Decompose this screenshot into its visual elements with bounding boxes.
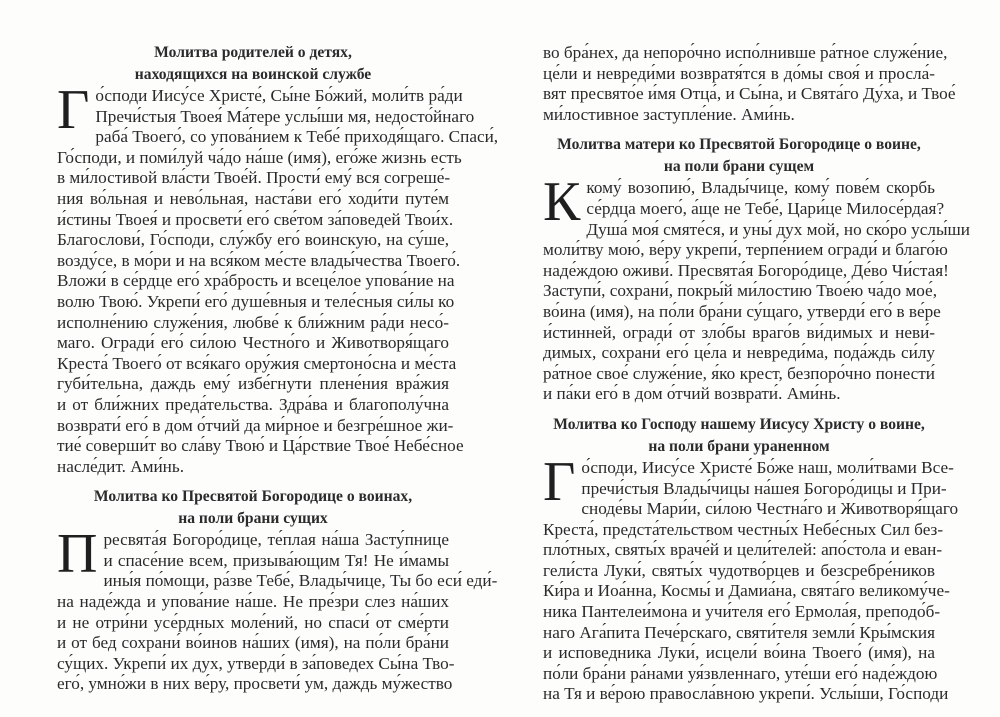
prayer-body-parents: Г о́споди Иису́се Христе́, Сы́не Бо́жий, моли́тв ра́ди Пречи́стыя Твоея́ Ма́тере услы́ши мя, недосто́йнаго раба́ Твоего́, со упова́нием к Тебе́ приходя́щаго. Спаси́, Го́споди, и поми́луй ча́до на́ше (имя), его́же жизнь есть в ми́лостивой вла́сти Твое́й. Прости́ ему́ вся согреше́- ния во́льная и нево́льная, наста́ви его́ ходи́ти путе́м и́стины Твоея́ и просвети́ его́ све́том за́поведей Твои́х. Благослови́, Го́споди, слу́жбу его́ воинскую, на су́ше, возду́се, в мо́ри и на вся́ком ме́сте влады́чества Твоего́. Вложи́ в се́рдце его́ хра́брость и всеце́лое упова́ние на волю Твою́. Укрепи́ его́ душе́вныя и теле́сныя си́лы ко исполне́нию служе́ния, любве́ к бли́жним ра́ди несо́- маго. Огради́ его́ си́лою Честно́го и Животворя́щаго Креста́ Твоего́ от вся́каго ору́жия смертоно́сна и ме́ста губи́тельна, даждь ему́ избе́гнути плене́ния вра́жия и от бли́жних преда́тельства. Здра́ва и благополу́чна возврати́ его́ в дом о́тчий да ми́рное и безгре́шное жи- тие́ соверши́т во сла́ву Твою́ и Ца́рствие Твое́ Небе́сное насле́дит. Ами́нь.: [57, 79, 499, 476]
prayer-body-wounded: Г о́споди, Иису́се Христе́ Бо́же наш, моли́твами Все- пречи́стыя Влады́чицы на́шея Богоро́дицы и При- сноде́вы Мари́и, си́лою Честна́го и Животворя́щаго Креста́, предста́тельством честны́х Небе́сных Сил без- пло́тных, святы́х враче́й и цели́телей: апо́стола и еван- гели́ста Луки́, святы́х чудотво́рцев и безсребре́ников Ки́ра и Иоа́нна, Космы́ и Дамиа́на, свята́го великому́че- ника Пантелеи́мона и учи́теля его́ Ермола́я, преподо́б- наго Ага́пита Пече́рскаго, святи́теля земли́ Кры́мския и исповедника Луки́, исцели́ во́ина Твоего́ (имя), на по́ли бра́ни ра́нами уя́звленнаго, уте́ши его́ наде́ждою на Тя и ве́рою правосла́вною укрепи́. Услы́ши, Го́споди: [543, 450, 959, 704]
prayer-title-mother: Молитва матери ко Пресвятой Богородице о воине, на поли брани сущем: [557, 136, 921, 176]
right-page: [500, 0, 1000, 717]
prayer-title-wounded: Молитва ко Господу нашему Иисусу Христу о воине, на поли брани ураненном: [553, 415, 925, 455]
drop-cap: К: [543, 171, 581, 234]
drop-cap: Г: [543, 450, 576, 513]
prayer-title-theotokos-warriors: Молитва ко Пресвятой Богородице о воинах, на поли брани сущих: [93, 488, 413, 528]
prayer-body-theotokos-warriors: П ресвята́я Богоро́дице, те́плая на́ша Засту́пнице и спасе́ние всем, призыва́ющим Тя! Не и́мамы ины́я по́мощи, ра́зве Тебе́, Влады́чице, Ты бо еси́ еди́- на наде́жда и упова́ние на́ше. Не пре́зри слез на́ших и не отри́ни усе́рдных моле́ний, но спаси́ от сме́рти и от бед сохрани́ во́инов на́ших (имя), на по́ли бра́ни су́щих. Укрепи́ их дух, утверди́ в за́поведех Сы́на Тво- его́, умно́жи в них ве́ру, просвети́ ум, даждь му́жество: [57, 523, 498, 694]
drop-cap: П: [57, 523, 98, 586]
prayer-continuation: во бра́нех, да непоро́чно испо́лнивше ра́тное служе́ние, це́ли и невреди́ми возвратя́тся в до́мы своя́ и просла́- вят пресвято́е и́мя Отца́, и Сы́на, и Свята́го Ду́ха, и Твое́ ми́лостивное заступле́ние. Ами́нь.: [543, 43, 956, 124]
prayer-body-mother: К кому́ возопию́, Влады́чице, кому́ пове́м скорбь се́рдца моего́, а́ще не Тебе́, Цари́це Милосе́рдая? Душа́ моя́ смяте́ся, и уны́ дух мой, но ско́ро услы́ши моли́тву мою́, ве́ру укрепи́, терпе́нием огради́ и благо́ю наде́ждою оживи́. Пресвята́я Богоро́дице, Де́во Чи́стая! Заступи́, сохрани́, покры́й ми́лостию Твое́ю ча́до мое́, во́ина (имя), на по́ли бра́ни су́щаго, утверди́ его́ в ве́ре и́стинней, огради́ от зло́бы враго́в ви́димых и неви́- димых, сохрани́ его́ це́ла и невреди́ма, пода́ждь си́лу ра́тное свое́ служе́ние, я́ко крест, безпоро́чно понести́ и па́ки его́ в дом о́тчий возврати́. Ами́нь.: [543, 171, 970, 404]
drop-cap: Г: [57, 79, 90, 141]
left-column: [57, 42, 499, 695]
right-column: [543, 10, 970, 705]
prayer-title-parents: Молитва родителей о детях, находящихся на воинской службе: [134, 44, 372, 83]
